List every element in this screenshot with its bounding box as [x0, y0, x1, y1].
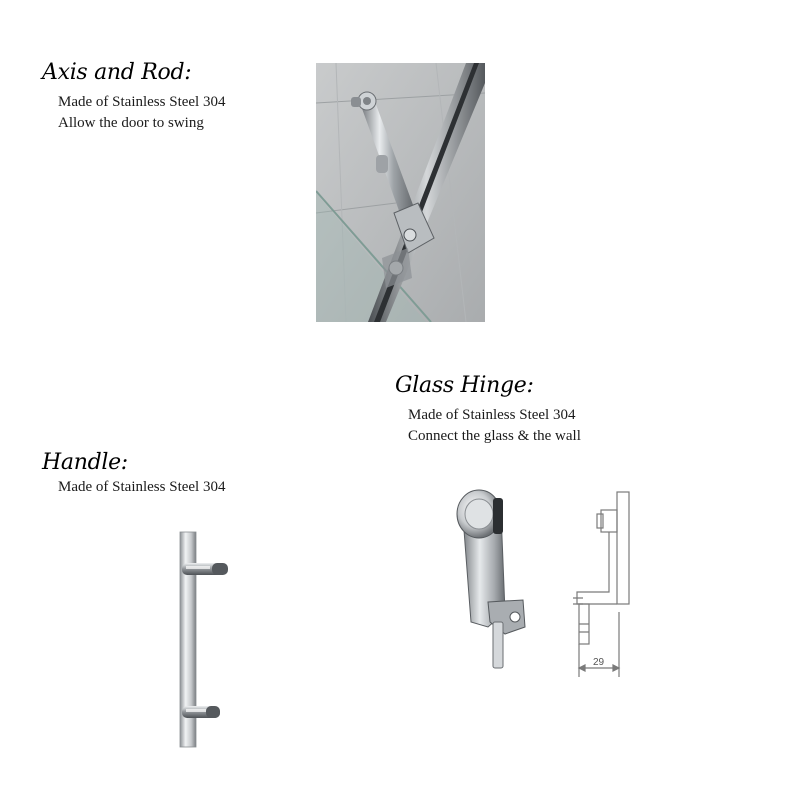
- axis-rod-line-1: Made of Stainless Steel 304: [58, 94, 226, 110]
- glass-hinge-line-1: Made of Stainless Steel 304: [408, 407, 576, 423]
- dimension-label: 29: [593, 657, 605, 668]
- axis-rod-title: Axis and Rod:: [42, 60, 192, 85]
- glass-hinge-line-2: Connect the glass & the wall: [408, 428, 581, 444]
- axis-rod-line-2: Allow the door to swing: [58, 115, 204, 131]
- handle-description: [58, 477, 225, 498]
- glass-hinge-photo: [433, 472, 663, 687]
- axis-rod-description: [58, 92, 225, 134]
- handle-photo: [130, 522, 260, 760]
- glass-hinge-description: [408, 405, 581, 447]
- handle-title: Handle:: [42, 450, 128, 475]
- axis-rod-photo: [316, 63, 485, 322]
- handle-line-1: Made of Stainless Steel 304: [58, 479, 226, 495]
- glass-hinge-title: Glass Hinge:: [395, 373, 534, 398]
